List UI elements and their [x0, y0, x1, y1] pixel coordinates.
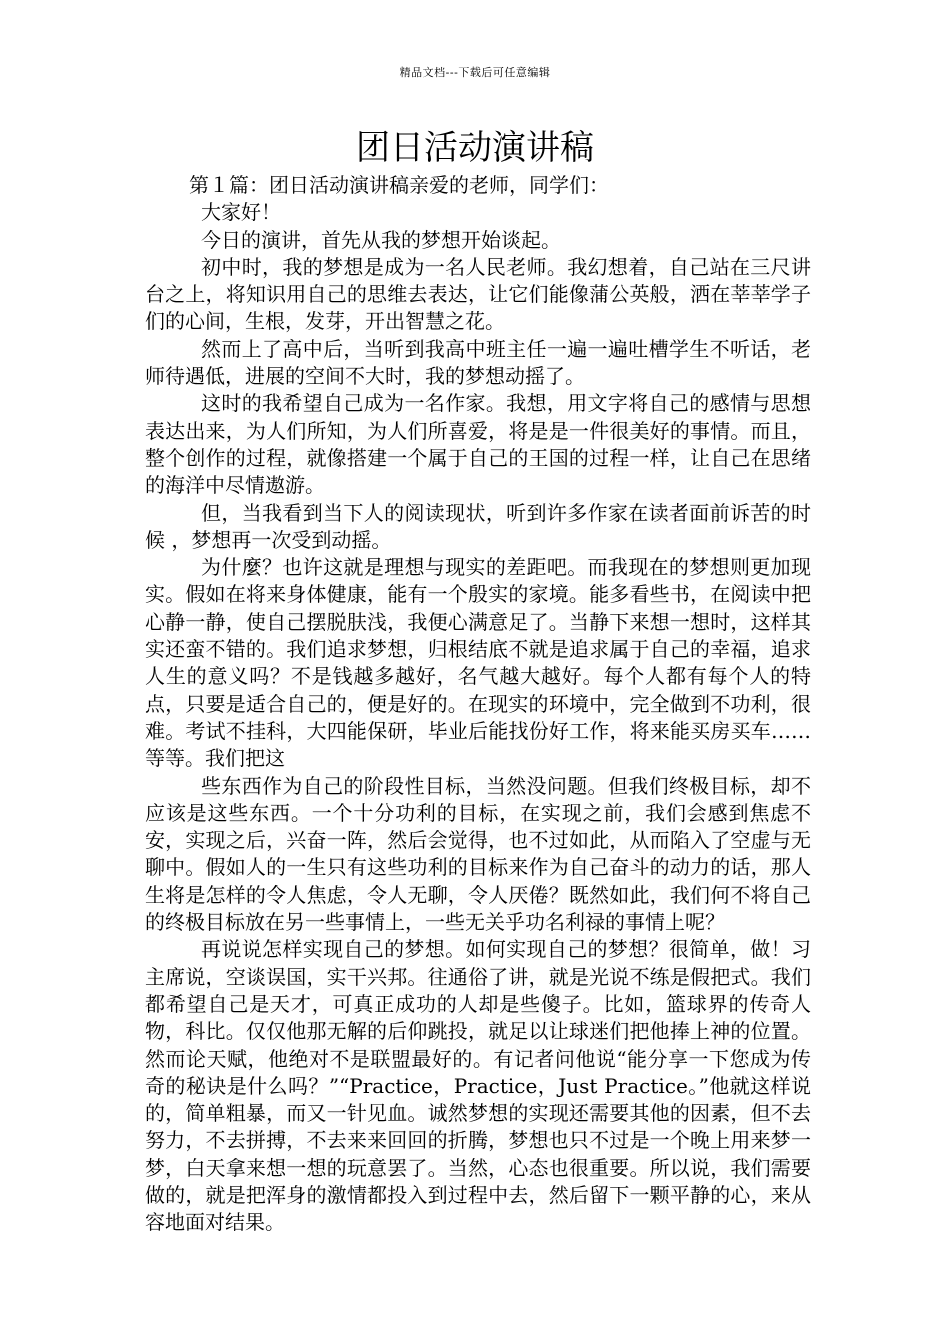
paragraph: 这时的我希望自己成为一名作家。我想，用文字将自己的感情与思想表达出来，为人们所知，为人们所喜爱，将是是一件很美好的事情。而且，整个创作的过程，就像搭建一个属于自己的王国的过程一样，让自己在思绪的海洋中尽情遨游。: [145, 391, 811, 498]
paragraph: 今日的演讲，首先从我的梦想开始谈起。: [201, 227, 561, 252]
paragraph: 为什麼？也许这就是理想与现实的差距吧。而我现在的梦想则更加现实。假如在将来身体健康，能有一个殷实的家境。能多看些书，在阅读中把心静一静，使自己摆脱肤浅，我便心满意足了。当静下来想一想时，这样其实还蛮不错的。我们追求梦想，归根结底不就是追求属于自己的幸福，追求人生的意义吗？不是钱越多越好，名气越大越好。每个人都有每个人的特点，只要是适合自己的，便是好的。在现实的环境中，完全做到不功利，很难。考试不挂科，大四能保研，毕业后能找份好工作，将来能买房买车……等等。我们把这: [145, 555, 811, 771]
document-title: 团日活动演讲稿: [356, 128, 594, 168]
document-body: [145, 172, 811, 1237]
paragraph: 再说说怎样实现自己的梦想。如何实现自己的梦想？很简单，做！习主席说，空谈误国，实干兴邦。往通俗了讲，就是光说不练是假把式。我们都希望自己是天才，可真正成功的人却是些傻子。比如，篮球界的传奇人物，科比。仅仅他那无解的后仰跳投，就足以让球迷们把他捧上神的位置。然而论天赋，他绝对不是联盟最好的。有记者问他说“能分享一下您成为传奇的秘诀是什么吗？”“Practice，Practice，Just Practice。”他就这样说的，简单粗暴，而又一针见血。诚然梦想的实现还需要其他的因素，但不去努力，不去拼搏，不去来来回回的折腾，梦想也只不过是一个晚上用来梦一梦，白天拿来想一想的玩意罢了。当然，心态也很重要。所以说，我们需要做的，就是把浑身的激情都投入到过程中去，然后留下一颗平静的心，来从容地面对结果。: [145, 937, 811, 1235]
header-note: 精品文档---下载后可任意编辑: [399, 66, 551, 79]
paragraph: 初中时，我的梦想是成为一名人民老师。我幻想着，自己站在三尺讲台之上，将知识用自己的思维去表达，让它们能像蒲公英般，洒在莘莘学子们的心间，生根，发芽，开出智慧之花。: [145, 254, 811, 334]
paragraph: 大家好！: [201, 200, 281, 225]
paragraph: 然而上了高中后，当听到我高中班主任一遍一遍吐槽学生不听话，老师待遇低，进展的空间不大时，我的梦想动摇了。: [145, 336, 811, 389]
paragraph: 第１篇：团日活动演讲稿亲爱的老师，同学们：: [189, 173, 609, 197]
paragraph: 但，当我看到当下人的阅读现状，听到许多作家在读者面前诉苦的时候 ，梦想再一次受到动摇。: [145, 500, 811, 552]
paragraph: 些东西作为自己的阶段性目标，当然没问题。但我们终极目标，却不应该是这些东西。一个十分功利的目标，在实现之前，我们会感到焦虑不安，实现之后，兴奋一阵，然后会觉得，也不过如此，从而陷入了空虚与无聊中。假如人的一生只有这些功利的目标来作为自己奋斗的动力的话，那人生将是怎样的令人焦虑，令人无聊，令人厌倦？既然如此，我们何不将自己的终极目标放在另一些事情上，一些无关乎功名利禄的事情上呢？: [145, 773, 811, 935]
